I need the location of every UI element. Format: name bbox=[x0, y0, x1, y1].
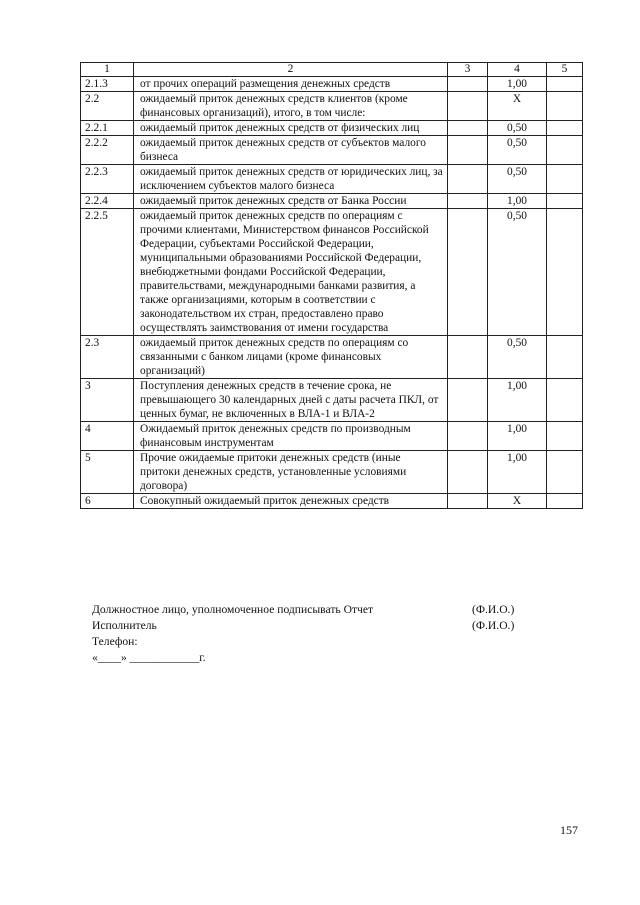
official-label: Должностное лицо, уполномоченное подписывать Отчет bbox=[92, 603, 374, 616]
table-row bbox=[81, 77, 583, 92]
table-row bbox=[81, 422, 583, 451]
row-number: 4 bbox=[81, 422, 134, 451]
row-description: Совокупный ожидаемый приток денежных средств bbox=[134, 494, 448, 509]
row-col-5 bbox=[547, 336, 583, 379]
data-table bbox=[80, 62, 583, 509]
row-number: 2.2.4 bbox=[81, 194, 134, 209]
row-number: 2.2.3 bbox=[81, 165, 134, 194]
row-col-5 bbox=[547, 422, 583, 451]
row-col-5 bbox=[547, 451, 583, 494]
row-description: ожидаемый приток денежных средств от юридических лиц, за исключением субъектов малого бизнеса bbox=[134, 165, 448, 194]
row-col-3 bbox=[448, 136, 488, 165]
row-col-3 bbox=[448, 336, 488, 379]
table-row bbox=[81, 209, 583, 336]
executor-label: Исполнитель bbox=[92, 619, 157, 632]
row-description: ожидаемый приток денежных средств по операциям со связанными с банком лицами (кроме финансовых организаций) bbox=[134, 336, 448, 379]
row-coefficient: 0,50 bbox=[488, 209, 547, 336]
row-col-3 bbox=[448, 209, 488, 336]
row-col-5 bbox=[547, 209, 583, 336]
header-col-5: 5 bbox=[547, 63, 583, 77]
row-number: 3 bbox=[81, 379, 134, 422]
row-number: 5 bbox=[81, 451, 134, 494]
row-coefficient: 1,00 bbox=[488, 77, 547, 92]
row-description: ожидаемый приток денежных средств клиентов (кроме финансовых организаций), итого, в том числе: bbox=[134, 92, 448, 121]
signature-block bbox=[92, 602, 532, 666]
row-description: Ожидаемый приток денежных средств по производным финансовым инструментам bbox=[134, 422, 448, 451]
row-coefficient: Х bbox=[488, 92, 547, 121]
row-col-5 bbox=[547, 136, 583, 165]
table-row bbox=[81, 494, 583, 509]
executor-line bbox=[92, 618, 532, 634]
row-description: от прочих операций размещения денежных средств bbox=[134, 77, 448, 92]
row-description: Поступления денежных средств в течение срока, не превышающего 30 календарных дней с даты расчета ПКЛ, от ценных бумаг, не включенных в ВЛА-1 и ВЛА-2 bbox=[134, 379, 448, 422]
row-coefficient: 0,50 bbox=[488, 136, 547, 165]
row-col-5 bbox=[547, 494, 583, 509]
row-col-3 bbox=[448, 379, 488, 422]
row-number: 2.2.5 bbox=[81, 209, 134, 336]
row-coefficient: 1,00 bbox=[488, 451, 547, 494]
row-coefficient: Х bbox=[488, 494, 547, 509]
row-description: Прочие ожидаемые притоки денежных средств (иные притоки денежных средств, установленные условиями договора) bbox=[134, 451, 448, 494]
row-description: ожидаемый приток денежных средств от субъектов малого бизнеса bbox=[134, 136, 448, 165]
official-fio: (Ф.И.О.) bbox=[472, 603, 515, 616]
row-col-3 bbox=[448, 194, 488, 209]
table-row bbox=[81, 121, 583, 136]
row-coefficient: 0,50 bbox=[488, 165, 547, 194]
row-number: 2.2.2 bbox=[81, 136, 134, 165]
date-line bbox=[92, 650, 532, 666]
table-header-row bbox=[81, 63, 583, 77]
row-coefficient: 1,00 bbox=[488, 379, 547, 422]
row-description: ожидаемый приток денежных средств по операциям с прочими клиентами, Министерством финансов Российской Федерации, субъектами Российской Федерации, муниципальными образованиями Российской Федерации, внебюджетными фондами Российской Федерации, правительствами, международными банками развития, а также организациями, которым в соответствии с законодательством их стран, предоставлено право осуществлять заимствования от имени государства bbox=[134, 209, 448, 336]
date-placeholder: «____» ____________г. bbox=[92, 651, 206, 664]
table-row bbox=[81, 336, 583, 379]
row-description: ожидаемый приток денежных средств от физических лиц bbox=[134, 121, 448, 136]
official-line bbox=[92, 602, 532, 618]
row-number: 2.1.3 bbox=[81, 77, 134, 92]
row-col-5 bbox=[547, 92, 583, 121]
row-col-3 bbox=[448, 77, 488, 92]
table-row bbox=[81, 136, 583, 165]
executor-fio: (Ф.И.О.) bbox=[472, 619, 515, 632]
row-col-3 bbox=[448, 121, 488, 136]
row-col-3 bbox=[448, 165, 488, 194]
row-coefficient: 1,00 bbox=[488, 422, 547, 451]
row-coefficient: 0,50 bbox=[488, 121, 547, 136]
page-number: 157 bbox=[560, 823, 578, 837]
table-row bbox=[81, 92, 583, 121]
row-number: 2.2.1 bbox=[81, 121, 134, 136]
row-number: 2.2 bbox=[81, 92, 134, 121]
row-col-5 bbox=[547, 77, 583, 92]
row-col-5 bbox=[547, 194, 583, 209]
row-col-3 bbox=[448, 494, 488, 509]
phone-label: Телефон: bbox=[92, 635, 138, 648]
row-col-5 bbox=[547, 121, 583, 136]
header-col-2: 2 bbox=[134, 63, 448, 77]
row-col-5 bbox=[547, 379, 583, 422]
table-row bbox=[81, 451, 583, 494]
row-coefficient: 1,00 bbox=[488, 194, 547, 209]
row-coefficient: 0,50 bbox=[488, 336, 547, 379]
header-col-1: 1 bbox=[81, 63, 134, 77]
header-col-4: 4 bbox=[488, 63, 547, 77]
table-row bbox=[81, 194, 583, 209]
header-col-3: 3 bbox=[448, 63, 488, 77]
table-row bbox=[81, 379, 583, 422]
row-col-3 bbox=[448, 92, 488, 121]
row-description: ожидаемый приток денежных средств от Банка России bbox=[134, 194, 448, 209]
row-number: 2.3 bbox=[81, 336, 134, 379]
row-col-5 bbox=[547, 165, 583, 194]
row-number: 6 bbox=[81, 494, 134, 509]
phone-line bbox=[92, 634, 532, 650]
table-row bbox=[81, 165, 583, 194]
row-col-3 bbox=[448, 422, 488, 451]
row-col-3 bbox=[448, 451, 488, 494]
